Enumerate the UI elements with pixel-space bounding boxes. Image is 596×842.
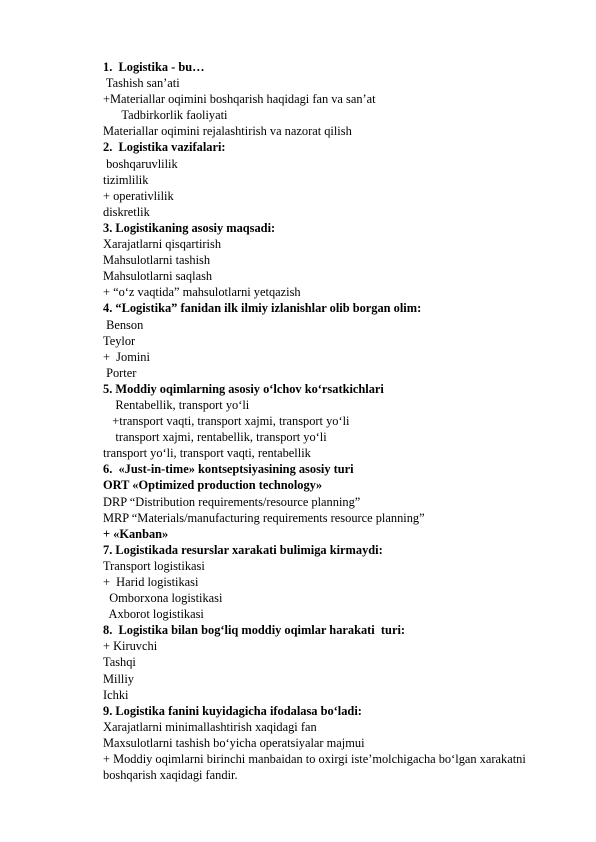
answer-line: Mahsulotlarni saqlash (103, 269, 213, 284)
answer-line: + Harid logistikasi (103, 575, 199, 589)
question-line: 3. Logistikaning asosiy maqsadi: (103, 220, 276, 235)
question-line: 5. Moddiy oqimlarning asosiy o‘lchov ko‘rsatkichlari (103, 381, 384, 396)
answer-line: Milliy (103, 671, 134, 686)
answer-line: + Kiruvchi (103, 639, 158, 654)
answer-line: Axborot logistikasi (103, 607, 204, 622)
question-line: 6. «Just-in-time» kontseptsiyasining asosiy turi (103, 462, 354, 477)
answer-line: Ichki (103, 687, 129, 702)
answer-line: Materiallar oqimini rejalashtirish va nazorat qilish (103, 124, 352, 139)
question-line: 8. Logistika bilan bog‘liq moddiy oqimlar harakati turi: (103, 623, 406, 638)
answer-line: Rentabellik, transport yo‘li (103, 397, 250, 412)
question-line: 4. “Logistika” fanidan ilk ilmiy izlanishlar olib borgan olim: (103, 301, 422, 316)
question-line: ORT «Optimized production technology» (103, 478, 323, 493)
answer-line: tizimlilik (103, 172, 149, 187)
answer-line: + “o‘z vaqtida” mahsulotlarni yetqazish (103, 285, 301, 300)
answer-line: Transport logistikasi (103, 558, 205, 573)
answer-line: Xarajatlarni minimallashtirish xaqidagi fan (103, 719, 317, 734)
answer-line: DRP “Distribution requirements/resource planning” (103, 494, 361, 509)
answer-line: + operativlilik (103, 188, 174, 203)
question-line: 9. Logistika fanini kuyidagicha ifodalasa bo‘ladi: (103, 703, 362, 718)
question-line: + «Kanban» (103, 526, 169, 541)
answer-line: diskretlik (103, 204, 150, 219)
answer-line: Mahsulotlarni tashish (103, 253, 211, 268)
answer-line: transport xajmi, rentabellik, transport yo‘li (103, 430, 327, 445)
answer-line: + Moddiy oqimlarni birinchi manbaidan to oxirgi iste’molchigacha bo‘lgan xarakatni boshqarish xaqidagi fandir. (103, 752, 526, 783)
document-page (103, 59, 543, 783)
answer-line: +transport vaqti, transport xajmi, transport yo‘li (103, 414, 350, 429)
answer-line: Tadbirkorlik faoliyati (103, 108, 228, 123)
answer-line: MRP “Materials/manufacturing requirements resource planning” (103, 510, 425, 525)
answer-line: + Jomini (103, 349, 150, 364)
answer-line: Omborxona logistikasi (103, 591, 223, 606)
question-line: 1. Logistika - bu… (103, 60, 205, 74)
answer-line: Xarajatlarni qisqartirish (103, 237, 222, 252)
answer-line: transport yo‘li, transport vaqti, rentabellik (103, 446, 311, 461)
answer-line: +Materiallar oqimini boshqarish haqidagi fan va san’at (103, 92, 376, 107)
answer-line: Benson (103, 317, 144, 332)
answer-line: Tashqi (103, 655, 136, 670)
answer-line: Teylor (103, 333, 136, 348)
question-line: 7. Logistikada resurslar xarakati bulimiga kirmaydi: (103, 542, 383, 557)
answer-line: Tashish san’ati (103, 76, 180, 91)
answer-line: Porter (103, 365, 137, 380)
question-line: 2. Logistika vazifalari: (103, 140, 226, 155)
answer-line: Maxsulotlarni tashish bo‘yicha operatsiyalar majmui (103, 735, 365, 750)
answer-line: boshqaruvlilik (103, 156, 178, 171)
